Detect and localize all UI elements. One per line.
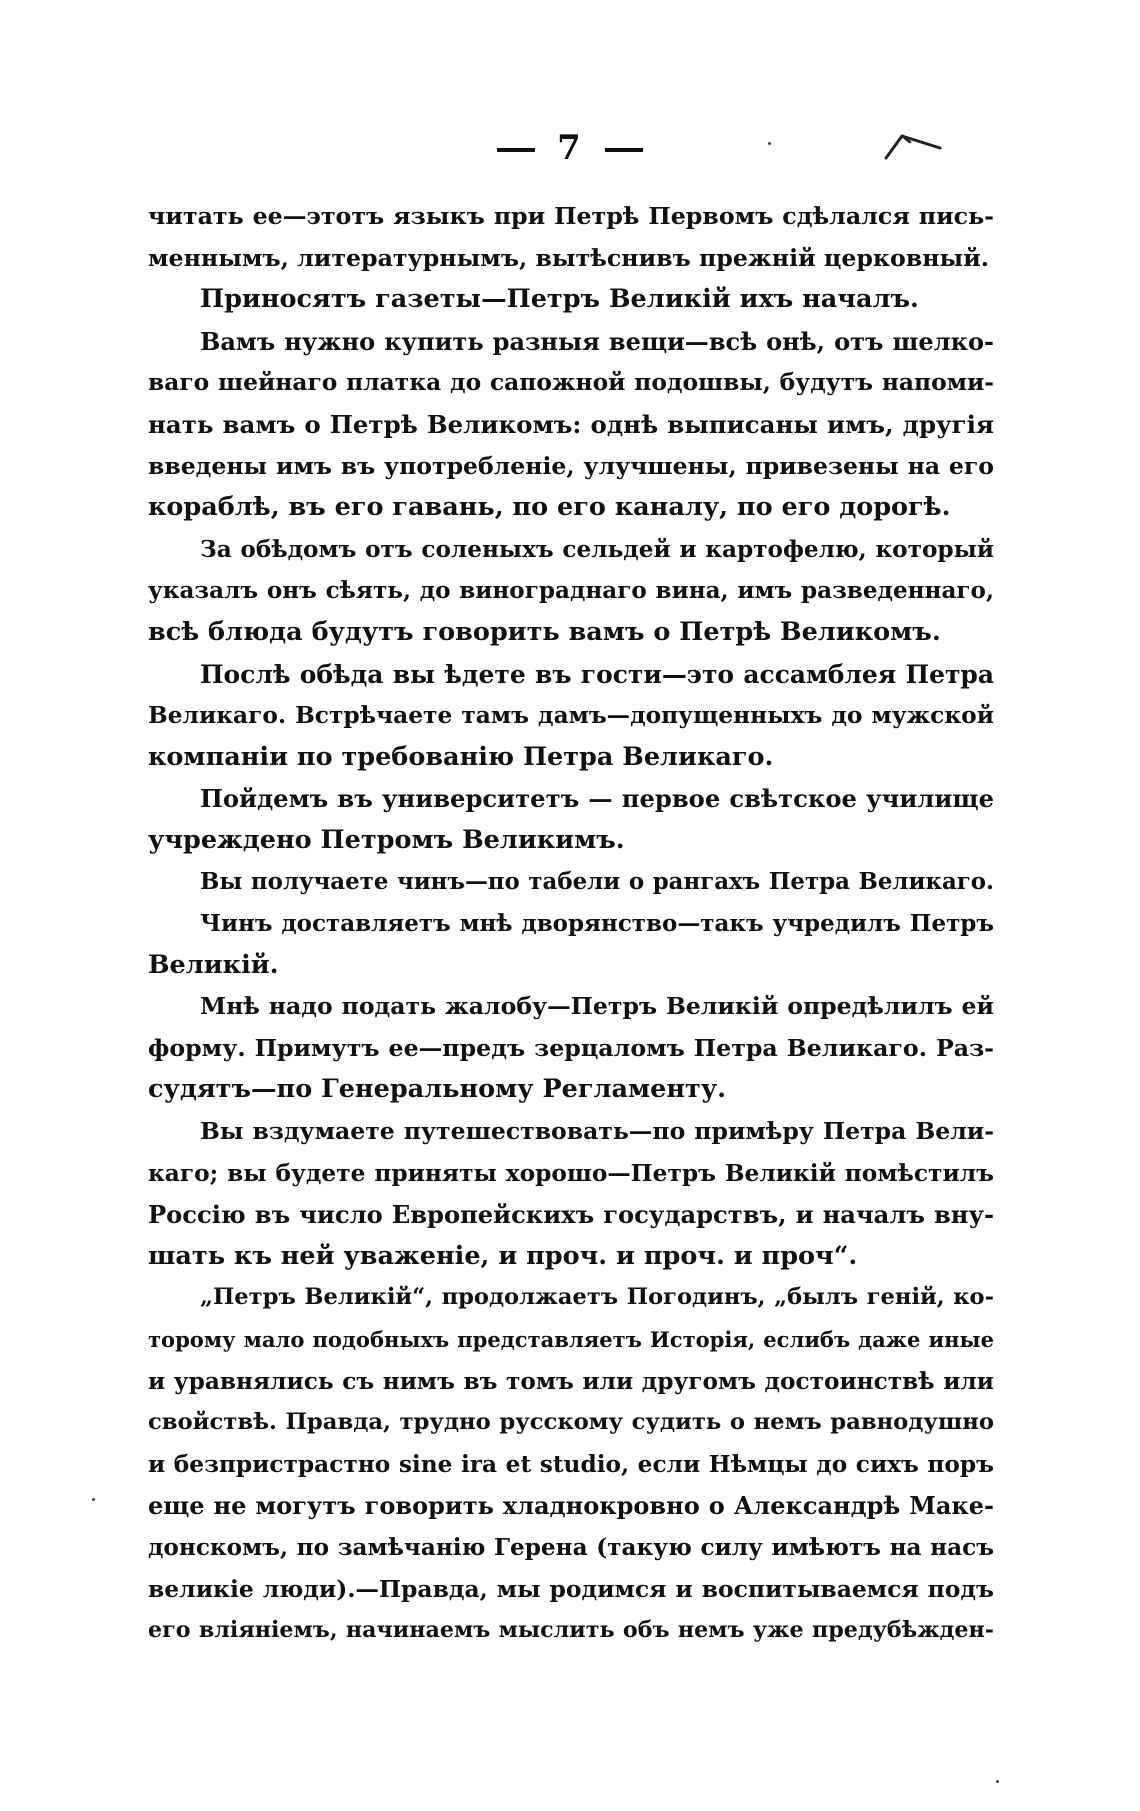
- text-line: Вы вздумаете путешествовать—по примѣру Петра Вели-: [200, 1117, 994, 1146]
- text-line: За обѣдомъ отъ соленыхъ сельдей и картофелю, который: [200, 535, 994, 563]
- text-line: Приносятъ газеты—Петръ Великій ихъ началъ.: [200, 284, 919, 315]
- print-speck: [92, 1498, 95, 1501]
- text-line: Вамъ нужно купить разныя вещи—всѣ онѣ, отъ шелко-: [200, 326, 994, 356]
- text-line: Россію въ число Европейскихъ государствъ, и началъ вну-: [148, 1200, 994, 1230]
- text-line: форму. Примутъ ее—предъ зерцаломъ Петра Великаго. Раз-: [148, 1033, 994, 1062]
- text-line: меннымъ, литературнымъ, вытѣснивъ прежній церковный.: [148, 243, 990, 272]
- text-line: великіе люди).—Правда, мы родимся и воспитываемся подъ: [148, 1574, 994, 1603]
- page-number-left-dash: [497, 148, 535, 152]
- text-line: торому мало подобныхъ представляетъ Исторія, еслибъ даже иные: [148, 1327, 994, 1353]
- text-line: учреждено Петромъ Великимъ.: [148, 824, 625, 855]
- handwritten-mark-icon: [880, 128, 950, 168]
- text-line: кораблѣ, въ его гавань, по его каналу, по его дорогѣ.: [148, 492, 951, 523]
- text-line: и уравнялись съ нимъ въ томъ или другомъ достоинствѣ или: [148, 1367, 994, 1395]
- text-line: ваго шейнаго платка до сапожной подошвы, будутъ напоми-: [148, 368, 994, 397]
- text-line: всѣ блюда будутъ говорить вамъ о Петрѣ Великомъ.: [148, 616, 941, 647]
- text-line: Великій.: [148, 949, 279, 980]
- print-speck: [768, 142, 771, 145]
- text-line: судятъ—по Генеральному Регламенту.: [148, 1074, 727, 1105]
- text-line: Пойдемъ въ университетъ — первое свѣтское училище: [200, 784, 994, 814]
- page-number-value: 7: [557, 128, 583, 168]
- text-line: и безпристрастно sine ira et studio, если Нѣмцы до сихъ поръ: [148, 1450, 994, 1478]
- page-number: [0, 128, 1140, 168]
- text-line: шать къ ней уваженіе, и проч. и проч. и проч“.: [148, 1240, 858, 1271]
- text-line: Чинъ доставляетъ мнѣ дворянство—такъ учредилъ Петръ: [200, 910, 994, 938]
- text-line: его вліяніемъ, начинаемъ мыслить объ немъ уже предубѣжден-: [148, 1617, 994, 1644]
- text-line: компаніи по требованію Петра Великаго.: [148, 741, 774, 772]
- text-line: Вы получаете чинъ—по табели о рангахъ Петра Великаго.: [200, 868, 994, 895]
- text-line: введены имъ въ употребленіе, улучшены, привезены на его: [148, 451, 994, 480]
- text-line: указалъ онъ сѣять, до винограднаго вина, имъ разведеннаго,: [148, 577, 994, 605]
- text-line: свойствѣ. Правда, трудно русскому судить о немъ равнодушно: [148, 1409, 994, 1436]
- text-line: читать ее—этотъ языкъ при Петрѣ Первомъ сдѣлался пись-: [148, 202, 994, 230]
- text-line: каго; вы будете приняты хорошо—Петръ Великій помѣстилъ: [148, 1159, 994, 1187]
- text-line: Великаго. Встрѣчаете тамъ дамъ—допущенныхъ до мужской: [148, 702, 994, 730]
- text-line: Мнѣ надо подать жалобу—Петръ Великій опредѣлилъ ей: [200, 992, 994, 1021]
- text-line: Послѣ обѣда вы ѣдете въ гости—это ассамблея Петра: [200, 659, 994, 689]
- body-text: [148, 196, 994, 1652]
- text-line: нать вамъ о Петрѣ Великомъ: однѣ выписаны имъ, другія: [148, 409, 994, 439]
- text-line: „Петръ Великій“, продолжаетъ Погодинъ, „былъ геній, ко-: [200, 1284, 994, 1311]
- page-number-right-dash: [605, 148, 643, 152]
- text-line: еще не могутъ говорить хладнокровно о Александрѣ Маке-: [148, 1491, 994, 1521]
- text-line: донскомъ, по замѣчанію Герена (такую силу имѣютъ на насъ: [148, 1534, 994, 1561]
- print-speck: [996, 1780, 999, 1783]
